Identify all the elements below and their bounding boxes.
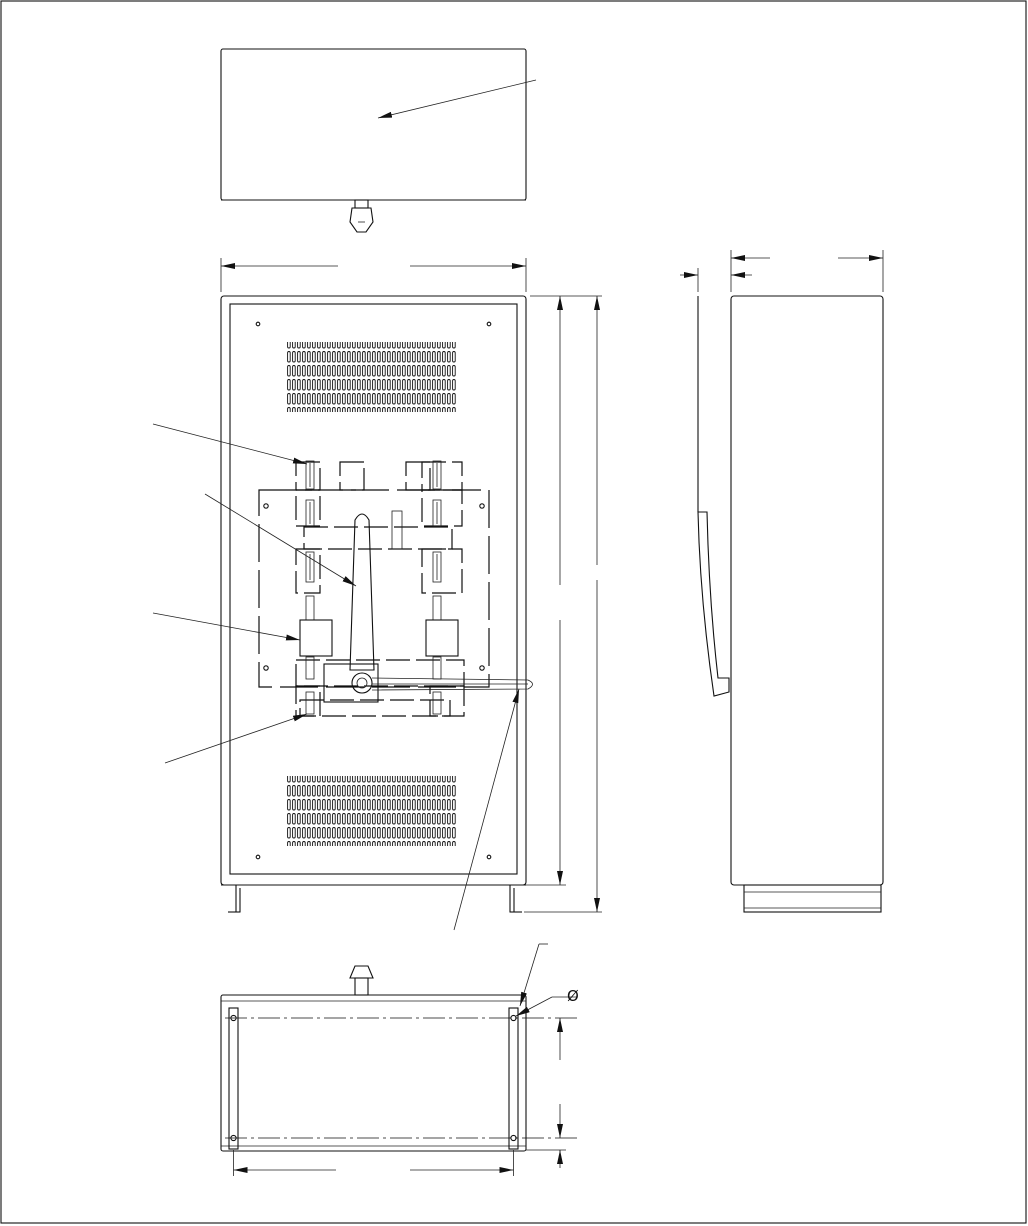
side-depth-dimensions — [680, 250, 883, 292]
sheet-border — [1, 1, 1026, 1223]
bottom-vent — [287, 776, 457, 846]
hole-spacing-dimension — [526, 1018, 566, 1168]
door-screw — [256, 855, 260, 859]
bottom-view-knob — [350, 966, 373, 995]
door-screw — [256, 322, 260, 326]
side-handle-profile — [698, 296, 729, 696]
fuse-clips — [306, 461, 441, 714]
rail-leader — [520, 944, 548, 1006]
operating-handle — [324, 514, 533, 702]
top-view-outline — [221, 49, 526, 200]
diameter-symbol: Ø — [567, 987, 579, 1005]
side-view-body — [731, 296, 883, 885]
door-screw — [487, 322, 491, 326]
enclosure-feet — [228, 885, 522, 912]
fuse-block-right — [426, 620, 458, 656]
side-view — [680, 250, 883, 912]
top-view-knob — [350, 200, 373, 232]
bottom-width-dimension — [234, 1150, 514, 1176]
top-view-leader — [378, 80, 536, 118]
top-view — [221, 49, 536, 232]
front-height-dimensions — [524, 296, 602, 912]
fuse-block-left — [300, 620, 332, 656]
mounting-rail-left — [229, 1008, 238, 1149]
mounting-rail-right — [509, 1008, 518, 1149]
bottom-view-outline — [221, 995, 526, 1151]
bottom-view — [221, 944, 579, 1176]
door-screw — [487, 855, 491, 859]
top-vent — [287, 342, 457, 412]
front-width-dimension — [221, 258, 526, 292]
front-view — [153, 258, 602, 930]
